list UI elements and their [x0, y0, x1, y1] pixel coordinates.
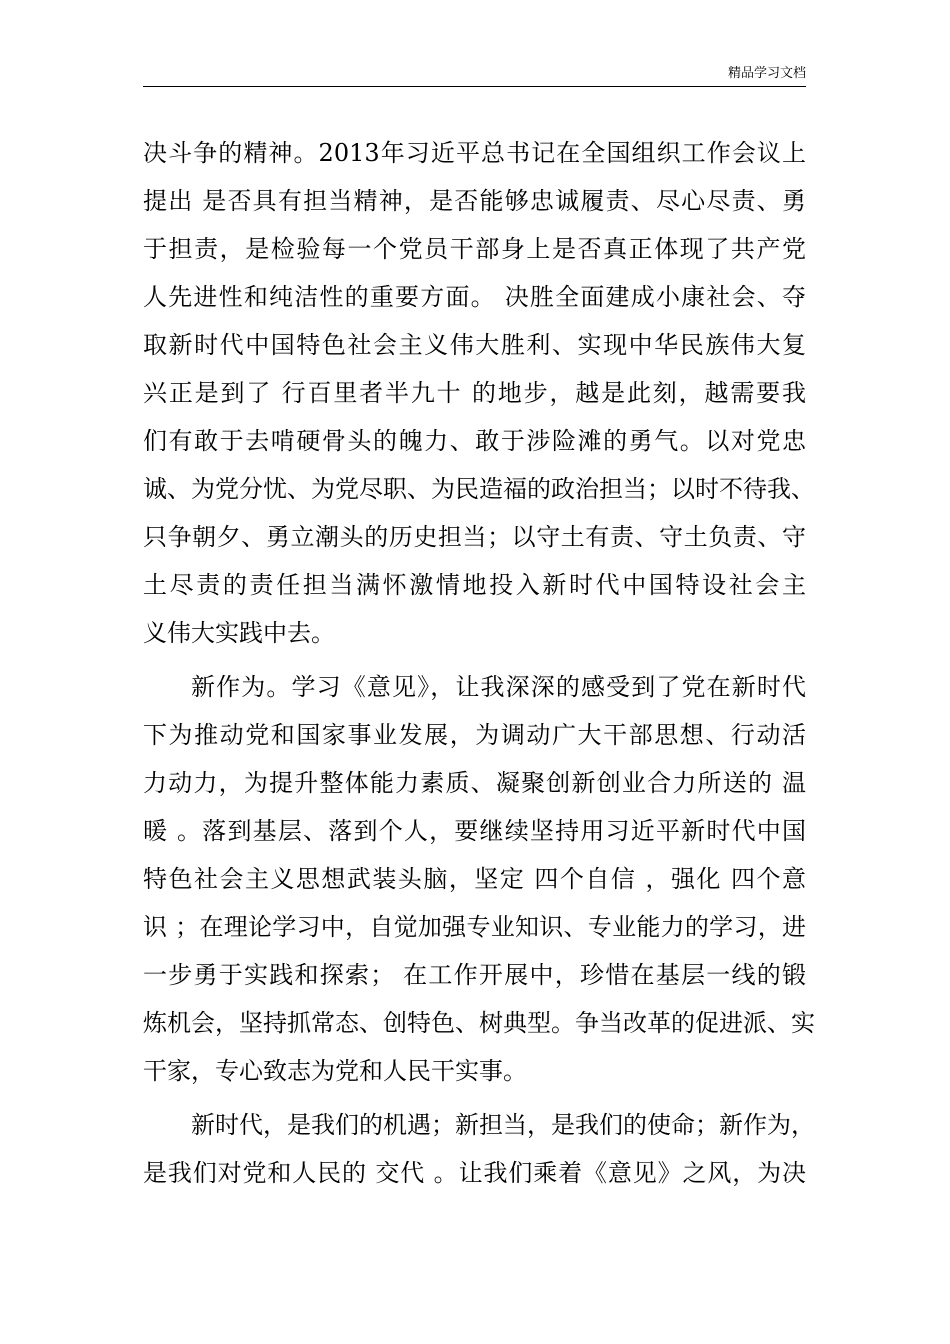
text-line: 提出 是否具有担当精神，是否能够忠诚履责、尽心尽责、勇: [143, 187, 806, 215]
paragraph: [143, 1101, 815, 1197]
text-line: 新作为。学习《意见》，让我深深的感受到了党在新时代: [191, 673, 806, 701]
text-line: 们有敢于去啃硬骨头的魄力、敢于涉险滩的勇气。以对党忠: [143, 427, 806, 455]
text-line: 新时代，是我们的机遇；新担当，是我们的使命；新作为，: [191, 1111, 815, 1139]
paragraph: [143, 663, 815, 1095]
text-line: 于担责，是检验每一个党员干部身上是否真正体现了共产党: [143, 235, 806, 263]
text-line: 取新时代中国特色社会主义伟大胜利、实现中华民族伟大复: [143, 331, 806, 359]
text-line: 兴正是到了 行百里者半九十 的地步，越是此刻，越需要我: [143, 379, 806, 407]
text-line: 下为推动党和国家事业发展，为调动广大干部思想、行动活: [143, 721, 806, 749]
text-line: 诚、为党分忧、为党尽职、为民造福的政治担当；以时不待我、: [143, 475, 815, 503]
text-line: 土尽责的责任担当满怀激情地投入新时代中国特设社会主: [143, 571, 806, 599]
text-line: 人先进性和纯洁性的重要方面。 决胜全面建成小康社会、夺: [143, 283, 806, 311]
text-line: 只争朝夕、勇立潮头的历史担当；以守土有责、守土负责、守: [143, 523, 806, 551]
text-line: 力动力，为提升整体能力素质、凝聚创新创业合力所送的 温: [143, 769, 806, 797]
text-line: 暖 。落到基层、落到个人，要继续坚持用习近平新时代中国: [143, 817, 806, 845]
text-line: 义伟大实践中去。: [143, 619, 335, 647]
header-title: 精品学习文档: [727, 66, 806, 81]
page-header: [143, 66, 806, 87]
text-line: 识 ；在理论学习中，自觉加强专业知识、专业能力的学习，进: [143, 913, 806, 941]
text-line: 决斗争的精神。2013年习近平总书记在全国组织工作会议上: [143, 139, 806, 167]
text-line: 炼机会，坚持抓常态、创特色、树典型。争当改革的促进派、实: [143, 1009, 815, 1037]
text-line: 特色社会主义思想武装头脑，坚定 四个自信 ，强化 四个意: [143, 865, 806, 893]
text-line: 是我们对党和人民的 交代 。让我们乘着《意见》之风，为决: [143, 1159, 806, 1187]
text-line: 一步勇于实践和探索； 在工作开展中，珍惜在基层一线的锻: [143, 961, 806, 989]
document-body: [143, 129, 815, 1197]
text-line: 干家，专心致志为党和人民干实事。: [143, 1057, 527, 1085]
paragraph: [143, 129, 815, 657]
